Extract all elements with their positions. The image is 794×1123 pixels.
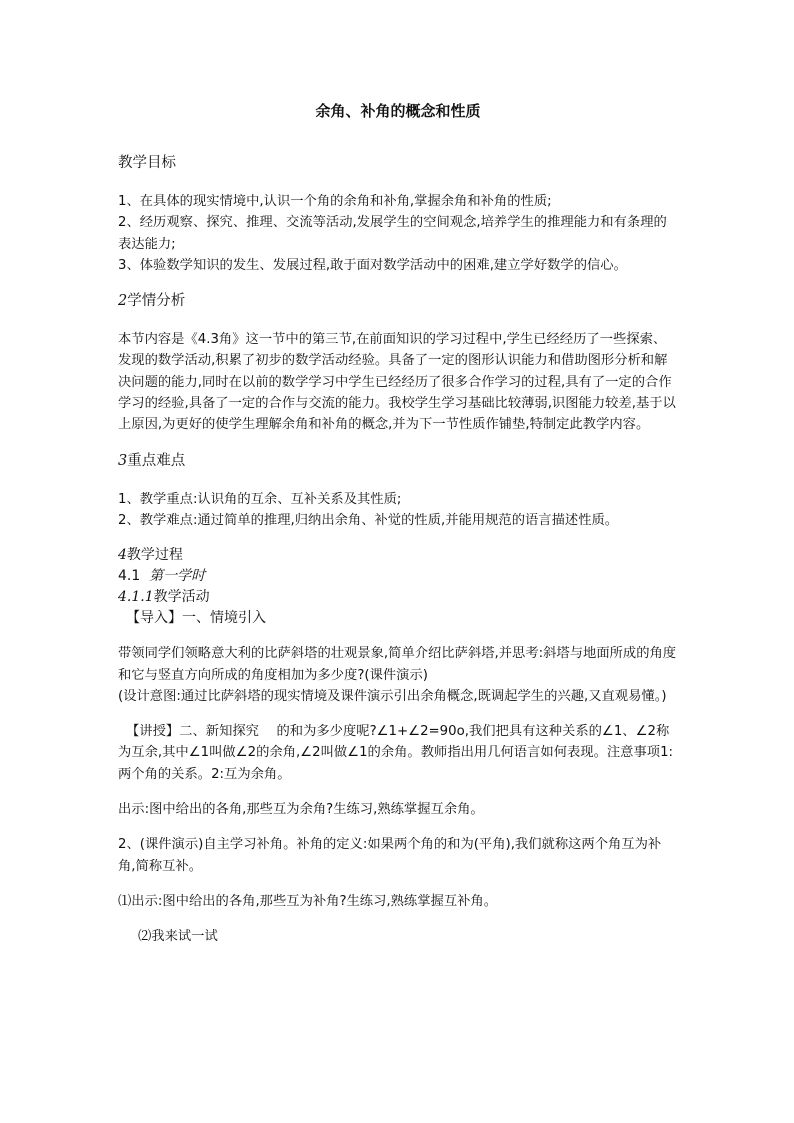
process-heading: [118, 545, 678, 566]
process-paragraph-1: 带领同学们领略意大利的比萨斜塔的壮观景象,简单介绍比萨斜塔,并思考:斜塔与地面所成的角度和它与竖直方向所成的角度相加为多少度?(课件演示): [118, 646, 677, 683]
page-title: 余角、补角的概念和性质: [315, 102, 481, 120]
keypoints-number: 3: [118, 452, 128, 469]
subsection-4-1-number: 4.1: [118, 568, 141, 585]
goal-item-3: 3、体验数学知识的发生、发展过程,敢于面对数学活动中的困难,建立学好数学的信心。: [118, 257, 627, 273]
intro-label: 【导入】一、情境引入: [126, 610, 266, 627]
analysis-paragraph: 本节内容是《4.3角》这一节中的第三节,在前面知识的学习过程中,学生已经经历了一些探索、发现的数学活动,积累了初步的数学活动经验。具备了一定的图形认识能力和借助图形分析和解决问题的能力,同时在以前的数学学习中学生已经经历了很多合作学习的过程,具有了一定的合作学习的经验,具备了一定的合作与交流的能力。我校学生学习基础比较薄弱,识图能力较差,基于以上原因,为更好的使学生理解余角和补角的概念,并为下一节性质作铺垫,特制定此教学内容。: [118, 332, 676, 433]
analysis-heading-text: 学情分析: [127, 293, 186, 310]
subsection-4-1-label: 第一学时: [149, 568, 206, 585]
goal-item-2: 2、经历观察、探究、推理、交流等活动,发展学生的空间观念,培养学生的推理能力和有条理的表达能力;: [118, 215, 667, 252]
document-content: [118, 100, 678, 948]
process-paragraph-5: 2、(课件演示)自主学习补角。补角的定义:如果两个角的和为(平角),我们就称这两个角互为补角,简称互补。: [118, 837, 662, 874]
process-paragraph-2: (设计意图:通过比萨斜塔的现实情境及课件演示引出余角概念,既调起学生的兴趣,又直观易懂。): [118, 688, 667, 704]
analysis-number: 2: [118, 293, 128, 310]
subsection-4-1-1-label: 教学活动: [153, 589, 210, 606]
subsection-4-1: [118, 566, 678, 587]
process-paragraph-7: ⑵我来试一试: [138, 929, 218, 945]
process-number: 4: [118, 547, 127, 564]
process-paragraph-6: ⑴出示:图中给出的各角,那些互为补角?生练习,熟练掌握互补角。: [118, 893, 498, 909]
keypoint-item-1: 1、教学重点:认识角的互余、互补关系及其性质;: [118, 491, 402, 507]
goals-heading: 教学目标: [118, 155, 176, 171]
subsection-4-1-1: [118, 587, 678, 608]
process-heading-text: 教学过程: [126, 547, 183, 564]
subsection-4-1-1-number: 4.1.1: [118, 589, 154, 606]
analysis-heading: [118, 290, 678, 312]
goal-item-1: 1、在具体的现实情境中,认识一个角的余角和补角,掌握余角和补角的性质;: [118, 194, 552, 209]
keypoint-item-2: 2、教学难点:通过简单的推理,归纳出余角、补觉的性质,并能用规范的语言描述性质。: [118, 512, 619, 528]
process-paragraph-3: 【讲授】二、新知探究 的和为多少度呢?∠1+∠2=90o,我们把具有这种关系的∠1、∠2称为互余,其中∠1叫做∠2的余角,∠2叫做∠1的余角。教师指出用几何语言如何表现。注意事项1:两个角的关系。2:互为余角。: [118, 724, 674, 782]
keypoints-heading: [118, 450, 678, 472]
process-paragraph-4: 出示:图中给出的各角,那些互为余角?生练习,熟练掌握互余角。: [118, 802, 484, 818]
keypoints-heading-text: 重点难点: [127, 452, 186, 469]
